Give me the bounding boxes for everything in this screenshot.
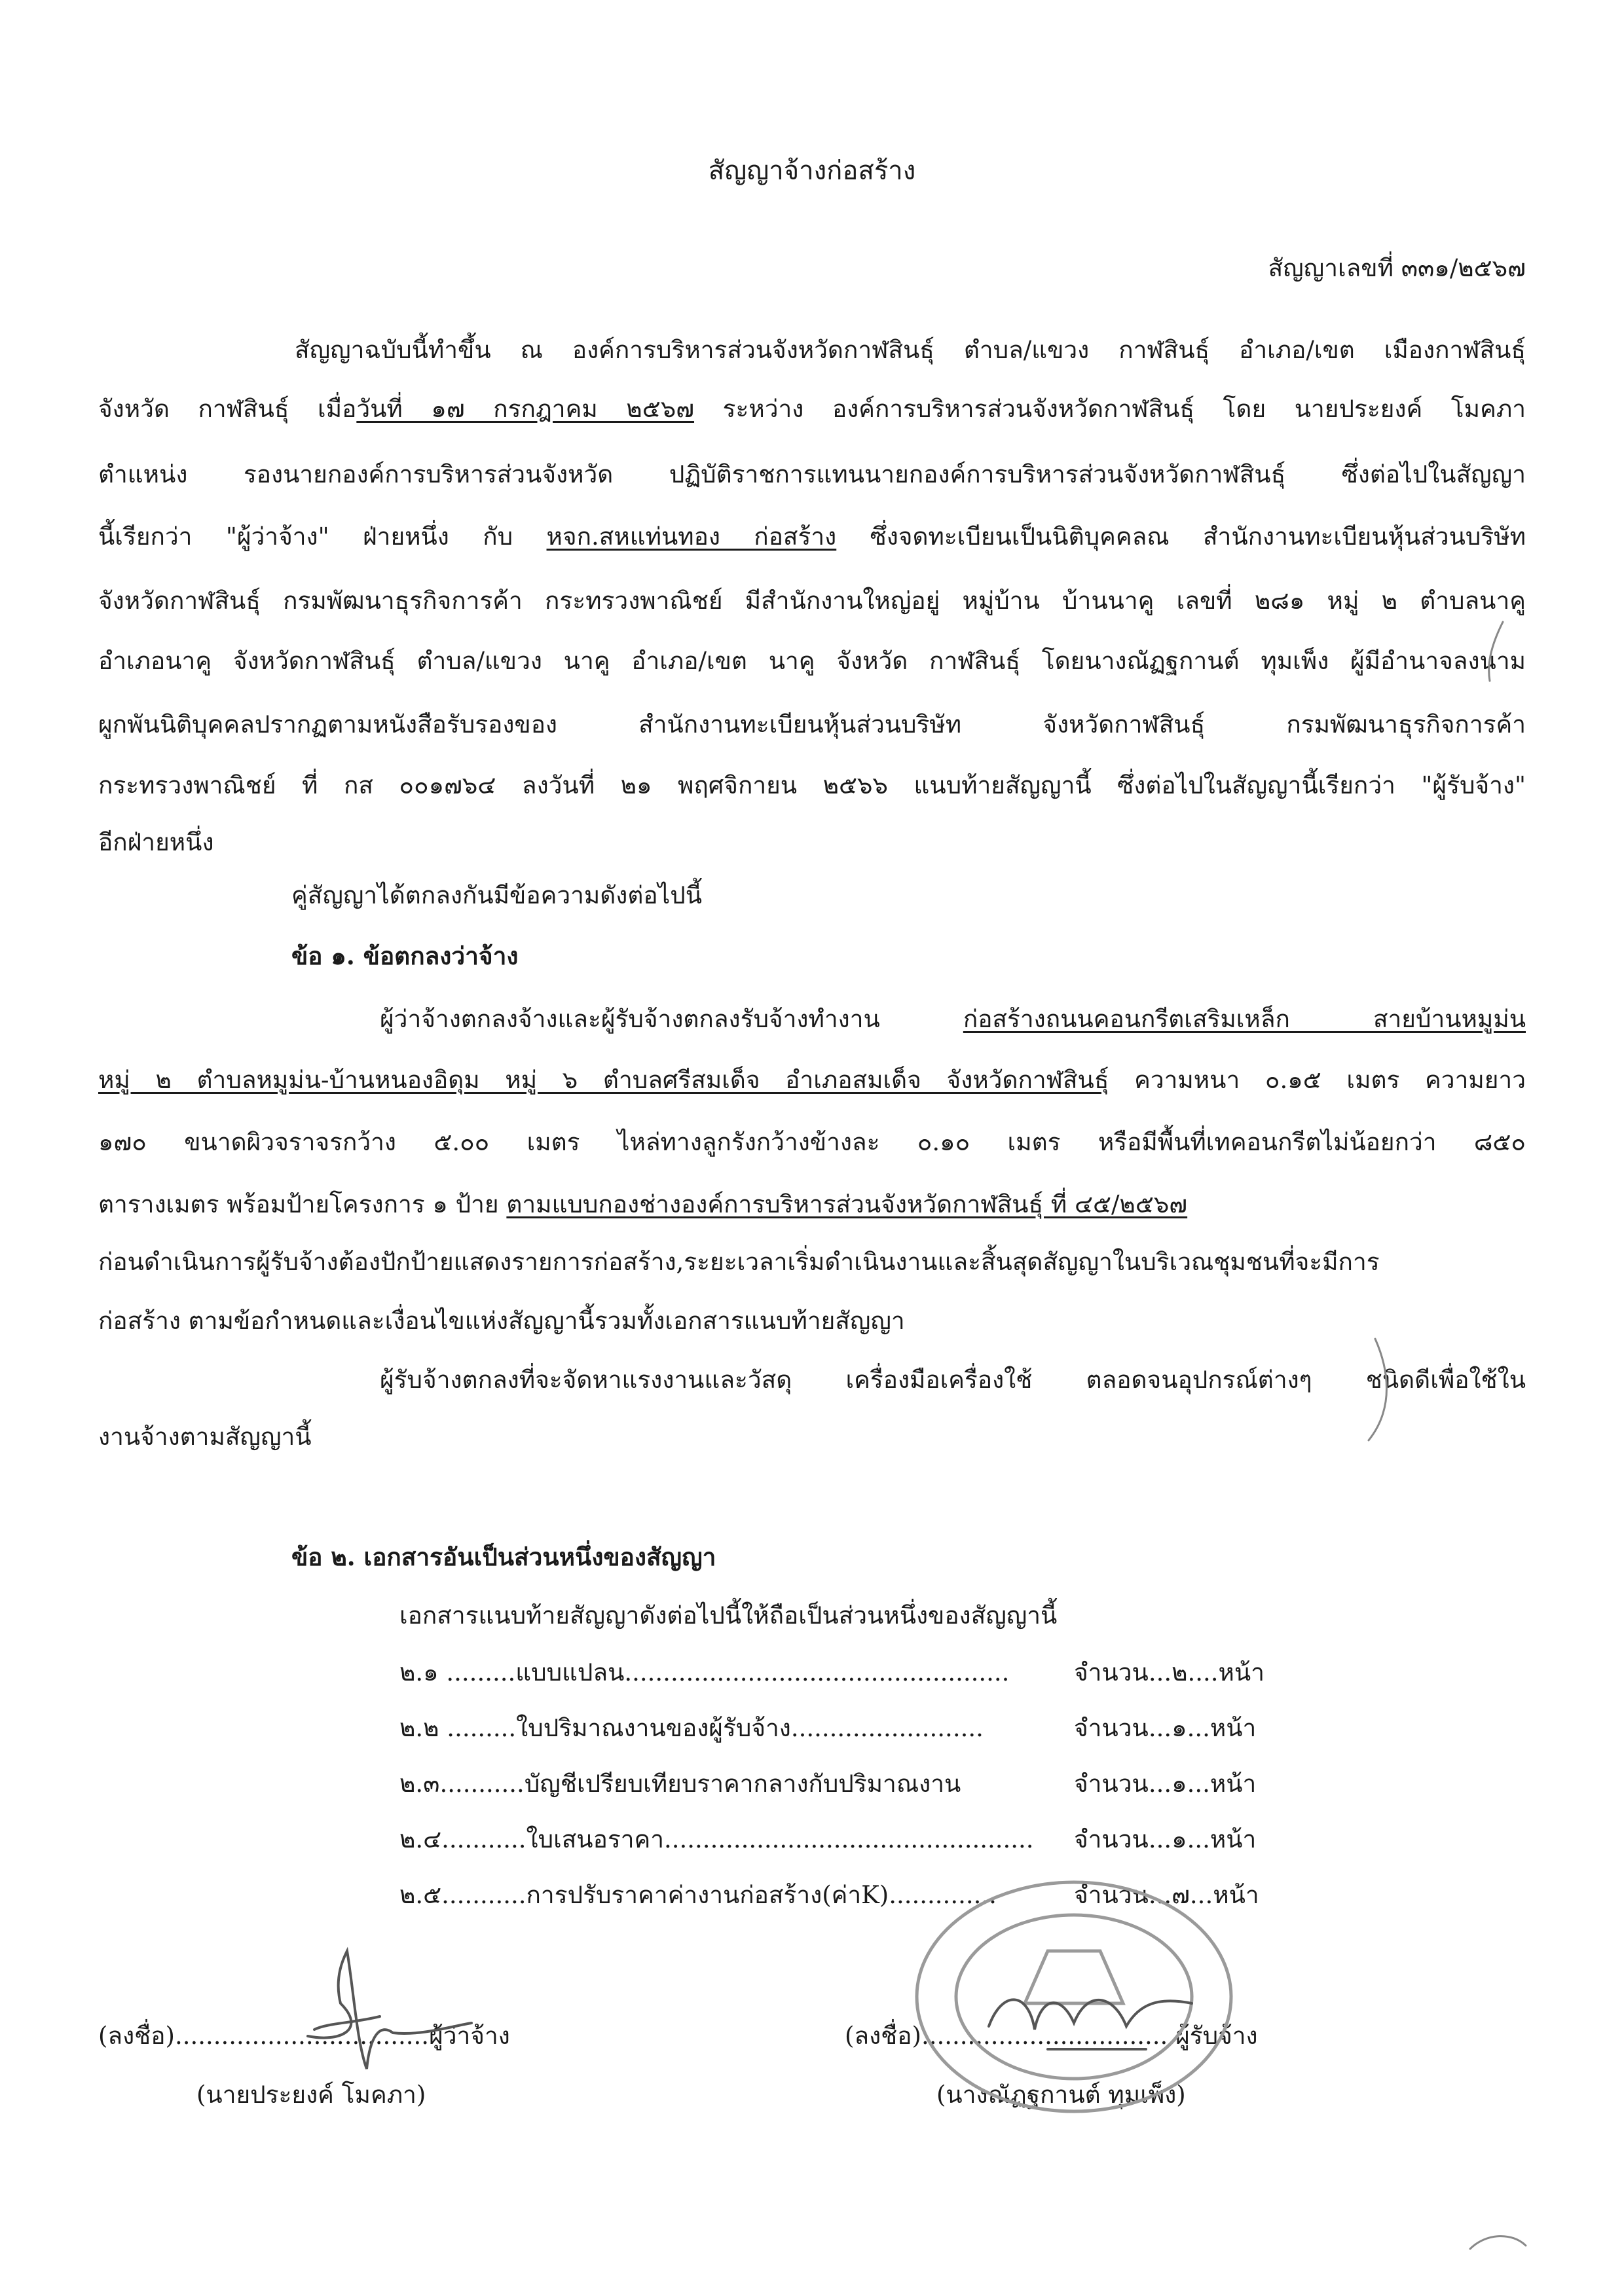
project-name: ก่อสร้างถนนคอนกรีตเสริมเหล็ก สายบ้านหมูม่น (963, 1005, 1526, 1033)
contract-number: สัญญาเลขที่ ๓๓๑/๒๕๖๗ (1268, 254, 1526, 282)
contractor-name: (นางณัฏฐกานต์ ทุมเพ็ง) (936, 2081, 1186, 2109)
attachment-count-4: จำนวน...๑...หน้า (1074, 1825, 1257, 1853)
document-title: สัญญาจ้างก่อสร้าง (708, 156, 916, 186)
intro-text: จังหวัด กาฬสินธุ์ เมื่อ (98, 395, 357, 423)
clause1-heading: ข้อ ๑. ข้อตกลงว่าจ้าง (291, 941, 519, 970)
intro-text: อำเภอนาคู จังหวัดกาฬสินธุ์ ตำบล/แขวง นาคู อำเภอ/เขต นาคู จังหวัด กาฬสินธุ์ โดยนางณัฏฐกานต์ ทุมเพ็ง ผู้มีอำนาจลงนาม (98, 647, 1526, 675)
contractor-company: หจก.สหแท่นทอง ก่อสร้าง (546, 522, 837, 551)
clause-text: ก่อนดำเนินการผู้รับจ้างต้องปักป้ายแสดงรายการก่อสร้าง,ระยะเวลาเริ่มดำเนินงานและสิ้นสุดสัญญาในบริเวณชุมชนที่จะมีการ (98, 1248, 1380, 1276)
clause-text: ก่อสร้าง ตามข้อกำหนดและเงื่อนไขแห่งสัญญานี้รวมทั้งเอกสารแนบท้ายสัญญา (98, 1307, 905, 1335)
intro-text: จังหวัดกาฬสินธุ์ กรมพัฒนาธุรกิจการค้า กระทรวงพาณิชย์ มีสำนักงานใหญ่อยู่ หมู่บ้าน บ้านนาคู เลขที่ ๒๘๑ หมู่ ๒ ตำบลนาคู (98, 587, 1526, 615)
contractor-handwritten-signature (989, 1999, 1192, 2049)
agreement-line: คู่สัญญาได้ตกลงกันมีข้อความดังต่อไปนี้ (291, 881, 702, 909)
attachment-label-5: ๒.๕...........การปรับราคาค่างานก่อสร้าง(ค่าK).............. (399, 1881, 997, 1909)
clause-text: ตารางเมตร พร้อมป้ายโครงการ ๑ ป้าย (98, 1190, 507, 1218)
intro-text: กระทรวงพาณิชย์ ที่ กส ๐๐๑๗๖๔ ลงวันที่ ๒๑ พฤศจิกายน ๒๕๖๖ แนบท้ายสัญญานี้ ซึ่งต่อไปในสัญญานี้เรียกว่า "ผู้รับจ้าง" (98, 771, 1526, 799)
employer-name: (นายประยงค์ โมคภา) (196, 2081, 426, 2109)
clause1-para2-line-2: งานจ้างตามสัญญานี้ (98, 1423, 312, 1451)
intro-text: สัญญาฉบับนี้ทำขึ้น ณ องค์การบริหารส่วนจังหวัดกาฬสินธุ์ ตำบล/แขวง กาฬสินธุ์ อำเภอ/เขต เมืองกาฬสินธุ์ (295, 336, 1526, 364)
intro-text: ตำแหน่ง รองนายกองค์การบริหารส่วนจังหวัด ปฏิบัติราชการแทนนายกองค์การบริหารส่วนจังหวัดกาฬสินธุ์ ซึ่งต่อไปในสัญญา (98, 460, 1526, 488)
employer-signature-line: (ลงชื่อ).................................ผู้ว่าจ้าง (98, 2022, 510, 2050)
plan-reference: ตามแบบกองช่างองค์การบริหารส่วนจังหวัดกาฬสินธุ์ ที่ ๔๕/๒๕๖๗ (506, 1190, 1188, 1218)
attachment-label-4: ๒.๔...........ใบเสนอราคา................................................ (399, 1825, 1034, 1853)
intro-text: ผูกพันนิติบุคคลปรากฏตามหนังสือรับรองของ สำนักงานทะเบียนหุ้นส่วนบริษัท จังหวัดกาฬสินธุ์ กรมพัฒนาธุรกิจการค้า (98, 710, 1526, 738)
company-stamp (917, 1882, 1231, 2111)
clause2-heading: ข้อ ๒. เอกสารอันเป็นส่วนหนึ่งของสัญญา (291, 1542, 716, 1571)
attachment-label-2: ๒.๒ .........ใบปริมาณงานของผู้รับจ้าง......................... (399, 1714, 984, 1742)
attachment-label-1: ๒.๑ .........แบบแปลน.................................................. (399, 1658, 1010, 1686)
intro-text: ระหว่าง องค์การบริหารส่วนจังหวัดกาฬสินธุ์ โดย นายประยงค์ โมคภา (694, 395, 1526, 423)
intro-text: นี้เรียกว่า "ผู้ว่าจ้าง" ฝ่ายหนึ่ง กับ (98, 522, 547, 551)
employer-handwritten-signature (308, 1951, 471, 2069)
clause-text: ผู้รับจ้างตกลงที่จะจัดหาแรงงานและวัสดุ เครื่องมือเครื่องใช้ ตลอดจนอุปกรณ์ต่างๆ ชนิดดีเพื่อใช้ใน (380, 1366, 1526, 1394)
intro-text: ซึ่งจดทะเบียนเป็นนิติบุคคลณ สำนักงานทะเบียนหุ้นส่วนบริษัท (836, 522, 1526, 551)
clause-text: ผู้ว่าจ้างตกลงจ้างและผู้รับจ้างตกลงรับจ้างทำงาน (380, 1005, 963, 1033)
attachment-count-5: จำนวน...๗...หน้า (1074, 1881, 1259, 1909)
contractor-signature-line: (ลงชื่อ).................................ผู้รับจ้าง (845, 2022, 1258, 2050)
intro-text: อีกฝ่ายหนึ่ง (98, 828, 214, 856)
clause-text: ความหนา ๐.๑๕ เมตร ความยาว (1109, 1066, 1526, 1094)
attachment-count-2: จำนวน...๑...หน้า (1074, 1714, 1257, 1742)
attachment-count-1: จำนวน...๒....หน้า (1074, 1658, 1264, 1686)
attachment-count-3: จำนวน...๑...หน้า (1074, 1770, 1257, 1798)
clause-text: ๑๗๐ ขนาดผิวจราจรกว้าง ๕.๐๐ เมตร ไหล่ทางลูกรังกว้างข้างละ ๐.๑๐ เมตร หรือมีพื้นที่เทคอนกรีตไม่น้อยกว่า ๘๕๐ (98, 1128, 1526, 1156)
contract-date: วันที่ ๑๗ กรกฎาคม ๒๕๖๗ (356, 395, 695, 423)
margin-pen-marks (1369, 622, 1526, 2249)
project-location: หมู่ ๒ ตำบลหมูม่น-บ้านหนองอิดุม หมู่ ๖ ตำบลศรีสมเด็จ อำเภอสมเด็จ จังหวัดกาฬสินธุ์ (98, 1066, 1109, 1094)
clause2-intro: เอกสารแนบท้ายสัญญาดังต่อไปนี้ให้ถือเป็นส่วนหนึ่งของสัญญานี้ (399, 1601, 1058, 1630)
attachment-label-3: ๒.๓...........บัญชีเปรียบเทียบราคากลางกับปริมาณงาน (399, 1770, 961, 1798)
